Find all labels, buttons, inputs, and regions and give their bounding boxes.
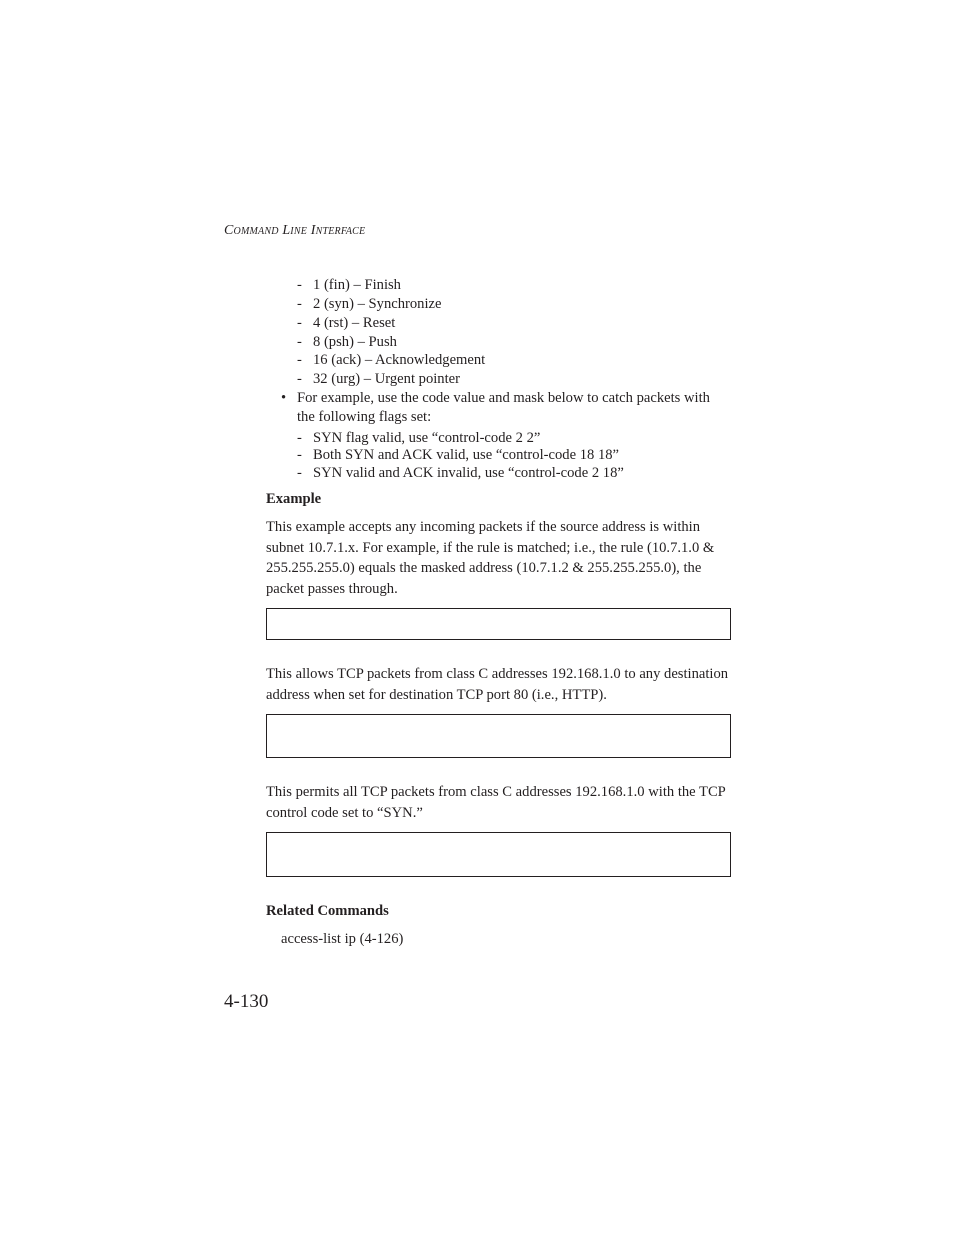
list-item	[297, 333, 397, 352]
related-commands-heading: Related Commands	[266, 903, 389, 919]
list-item	[297, 351, 485, 370]
list-item-text: 32 (urg) – Urgent pointer	[313, 371, 460, 387]
running-head: Command Line Interface	[224, 223, 366, 238]
list-item-text: SYN valid and ACK invalid, use “control-code 2 18”	[313, 465, 624, 481]
list-item	[297, 295, 441, 314]
dash-marker: -	[297, 371, 302, 387]
list-item	[297, 276, 401, 295]
dash-marker: -	[297, 352, 302, 368]
dash-marker: -	[297, 296, 302, 312]
dash-marker: -	[297, 430, 302, 446]
code-box	[266, 832, 731, 877]
bullet-item	[281, 389, 731, 427]
example-paragraph: This permits all TCP packets from class C addresses 192.168.1.0 with the TCP control code set to “SYN.”	[266, 784, 726, 821]
list-item	[297, 314, 395, 333]
list-item-text: SYN flag valid, use “control-code 2 2”	[313, 430, 541, 446]
list-item	[297, 370, 460, 389]
list-item	[297, 446, 619, 465]
code-box	[266, 714, 731, 758]
list-item-text: Both SYN and ACK valid, use “control-code 18 18”	[313, 447, 620, 463]
bullet-text: For example, use the code value and mask below to catch packets with the following flags set:	[297, 390, 710, 425]
example-heading: Example	[266, 491, 322, 507]
dash-marker: -	[297, 447, 302, 463]
list-item	[297, 464, 624, 483]
dash-marker: -	[297, 277, 302, 293]
bullet-marker: •	[281, 390, 287, 406]
dash-marker: -	[297, 334, 302, 350]
list-item-text: 1 (fin) – Finish	[313, 277, 401, 293]
related-command-link[interactable]: access-list ip (4-126)	[281, 931, 404, 947]
code-box	[266, 608, 731, 640]
example-paragraph: This allows TCP packets from class C addresses 192.168.1.0 to any destination address when set for destination TCP port 80 (i.e., HTTP).	[266, 666, 729, 703]
example-paragraph: This example accepts any incoming packets if the source address is within subnet 10.7.1.x. For example, if the rule is matched; i.e., the rule (10.7.1.0 & 255.255.255.0) equals the masked address (10.7.1.2 & 255.255.255.0), the packet passes through.	[266, 519, 715, 597]
list-item-text: 16 (ack) – Acknowledgement	[313, 352, 486, 368]
dash-marker: -	[297, 315, 302, 331]
list-item-text: 2 (syn) – Synchronize	[313, 296, 442, 312]
dash-marker: -	[297, 465, 302, 481]
page-number: 4-130	[224, 991, 269, 1012]
list-item-text: 4 (rst) – Reset	[313, 315, 396, 331]
list-item-text: 8 (psh) – Push	[313, 334, 397, 350]
